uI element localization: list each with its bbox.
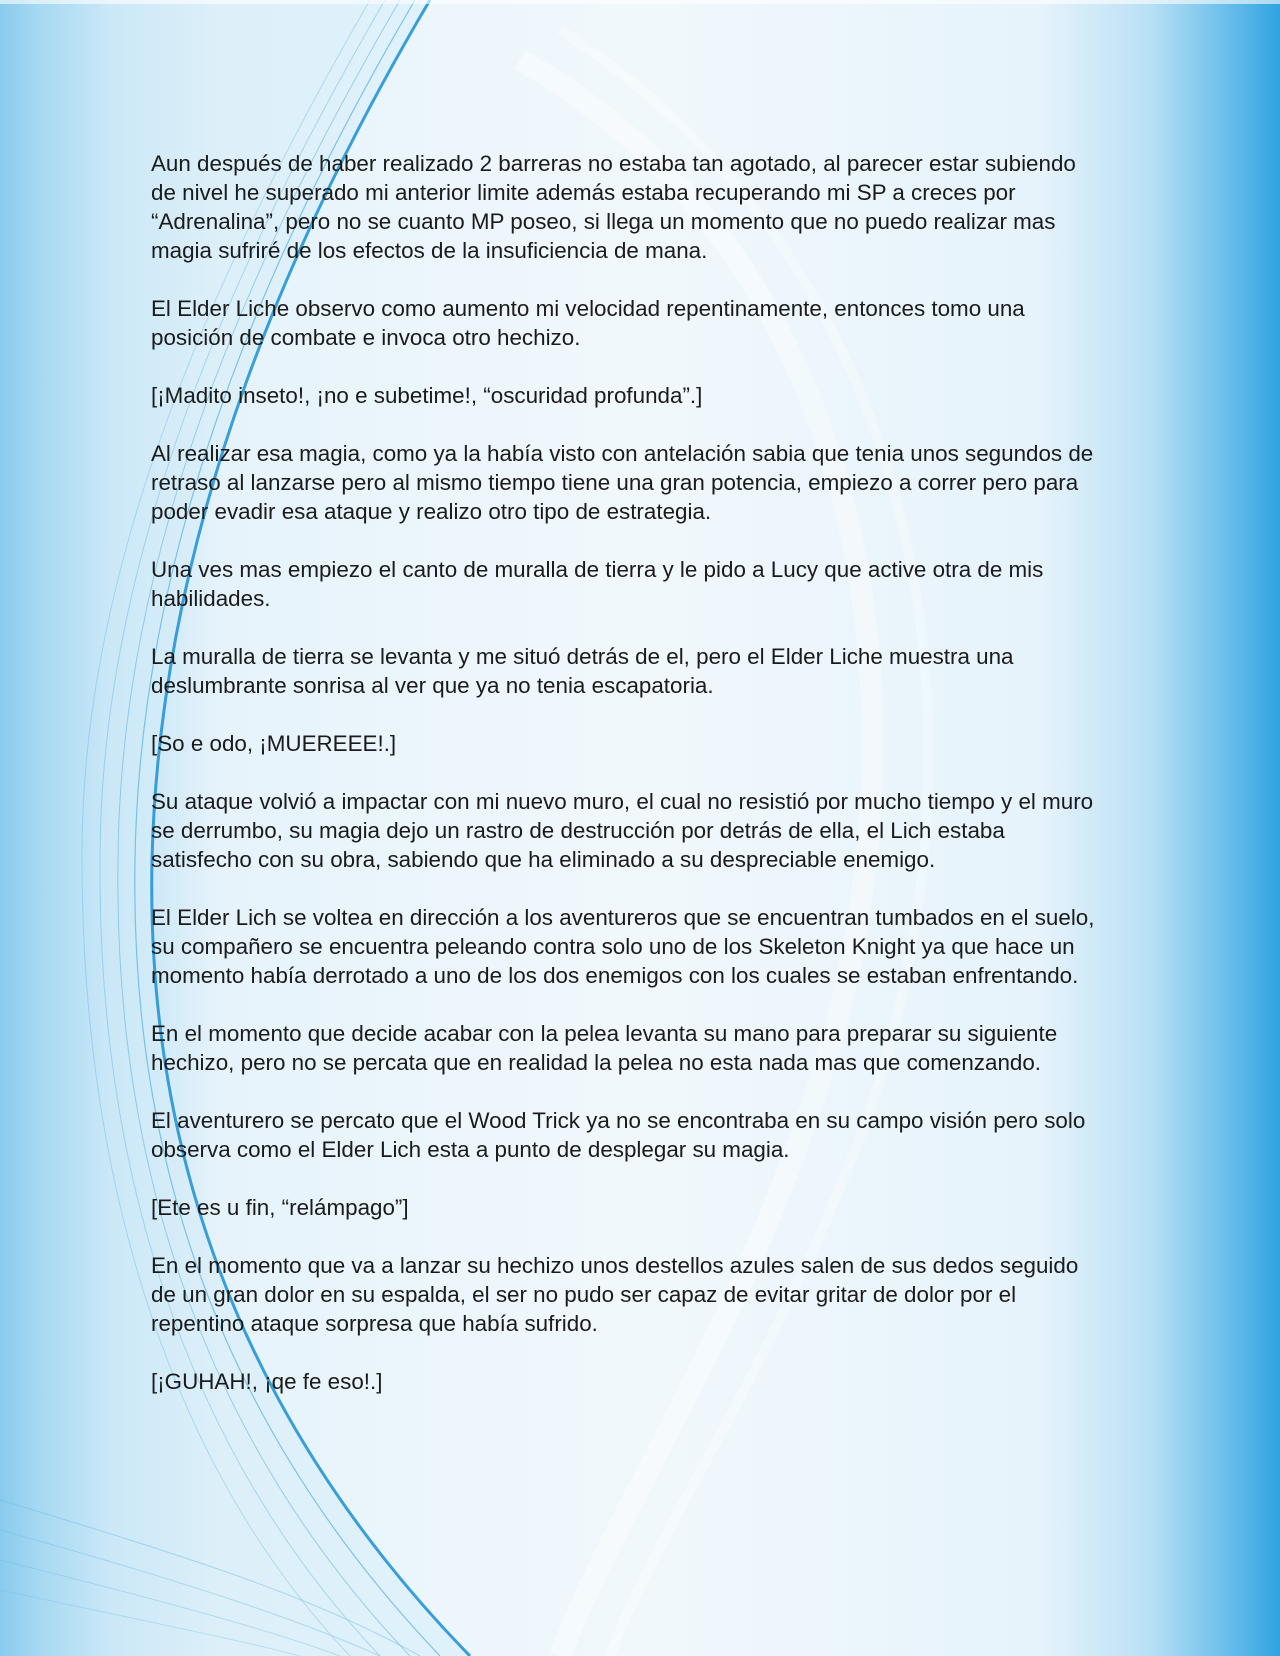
dialogue-3: [Ete es u fin, “relámpago”] [151, 1195, 409, 1220]
paragraph-2: El Elder Liche observo como aumento mi velocidad repentinamente, entonces tomo una posición de combate e invoca otro hechizo. [151, 296, 1025, 350]
paragraph-5: La muralla de tierra se levanta y me situó detrás de el, pero el Elder Liche muestra una deslumbrante sonrisa al ver que ya no tenia escapatoria. [151, 644, 1014, 698]
paragraph-9: El aventurero se percato que el Wood Trick ya no se encontraba en su campo visión pero solo observa como el Elder Lich esta a punto de desplegar su magia. [151, 1108, 1086, 1162]
paragraph-10: En el momento que va a lanzar su hechizo unos destellos azules salen de sus dedos seguido de un gran dolor en su espalda, el ser no pudo ser capaz de evitar gritar de dolor por el repentino ataque sorpresa que había sufrido. [151, 1253, 1079, 1336]
dialogue-1: [¡Madito inseto!, ¡no e subetime!, “oscuridad profunda”.] [151, 383, 703, 408]
paragraph-3: Al realizar esa magia, como ya la había visto con antelación sabia que tenia unos segundos de retraso al lanzarse pero al mismo tiempo tiene una gran potencia, empiezo a correr pero para poder evadir esa ataque y realizo otro tipo de estrategia. [151, 441, 1094, 524]
document-body [151, 149, 1101, 1425]
paragraph-1: Aun después de haber realizado 2 barreras no estaba tan agotado, al parecer estar subiendo de nivel he superado mi anterior limite además estaba recuperando mi SP a creces por “Adrenalina”, pero no se cuanto MP poseo, si llega un momento que no puedo realizar mas magia sufriré de los efectos de la insuficiencia de mana. [151, 151, 1076, 263]
dialogue-2: [So e odo, ¡MUEREEE!.] [151, 731, 397, 756]
paragraph-7: El Elder Lich se voltea en dirección a los aventureros que se encuentran tumbados en el suelo, su compañero se encuentra peleando contra solo uno de los Skeleton Knight ya que hace un momento había derrotado a uno de los dos enemigos con los cuales se estaban enfrentando. [151, 905, 1095, 988]
dialogue-4: [¡GUHAH!, ¡qe fe eso!.] [151, 1369, 383, 1394]
paragraph-8: En el momento que decide acabar con la pelea levanta su mano para preparar su siguiente hechizo, pero no se percata que en realidad la pelea no esta nada mas que comenzando. [151, 1021, 1058, 1075]
paragraph-4: Una ves mas empiezo el canto de muralla de tierra y le pido a Lucy que active otra de mis habilidades. [151, 557, 1044, 611]
paragraph-6: Su ataque volvió a impactar con mi nuevo muro, el cual no resistió por mucho tiempo y el muro se derrumbo, su magia dejo un rastro de destrucción por detrás de ella, el Lich estaba satisfecho con su obra, sabiendo que ha eliminado a su despreciable enemigo. [151, 789, 1094, 872]
